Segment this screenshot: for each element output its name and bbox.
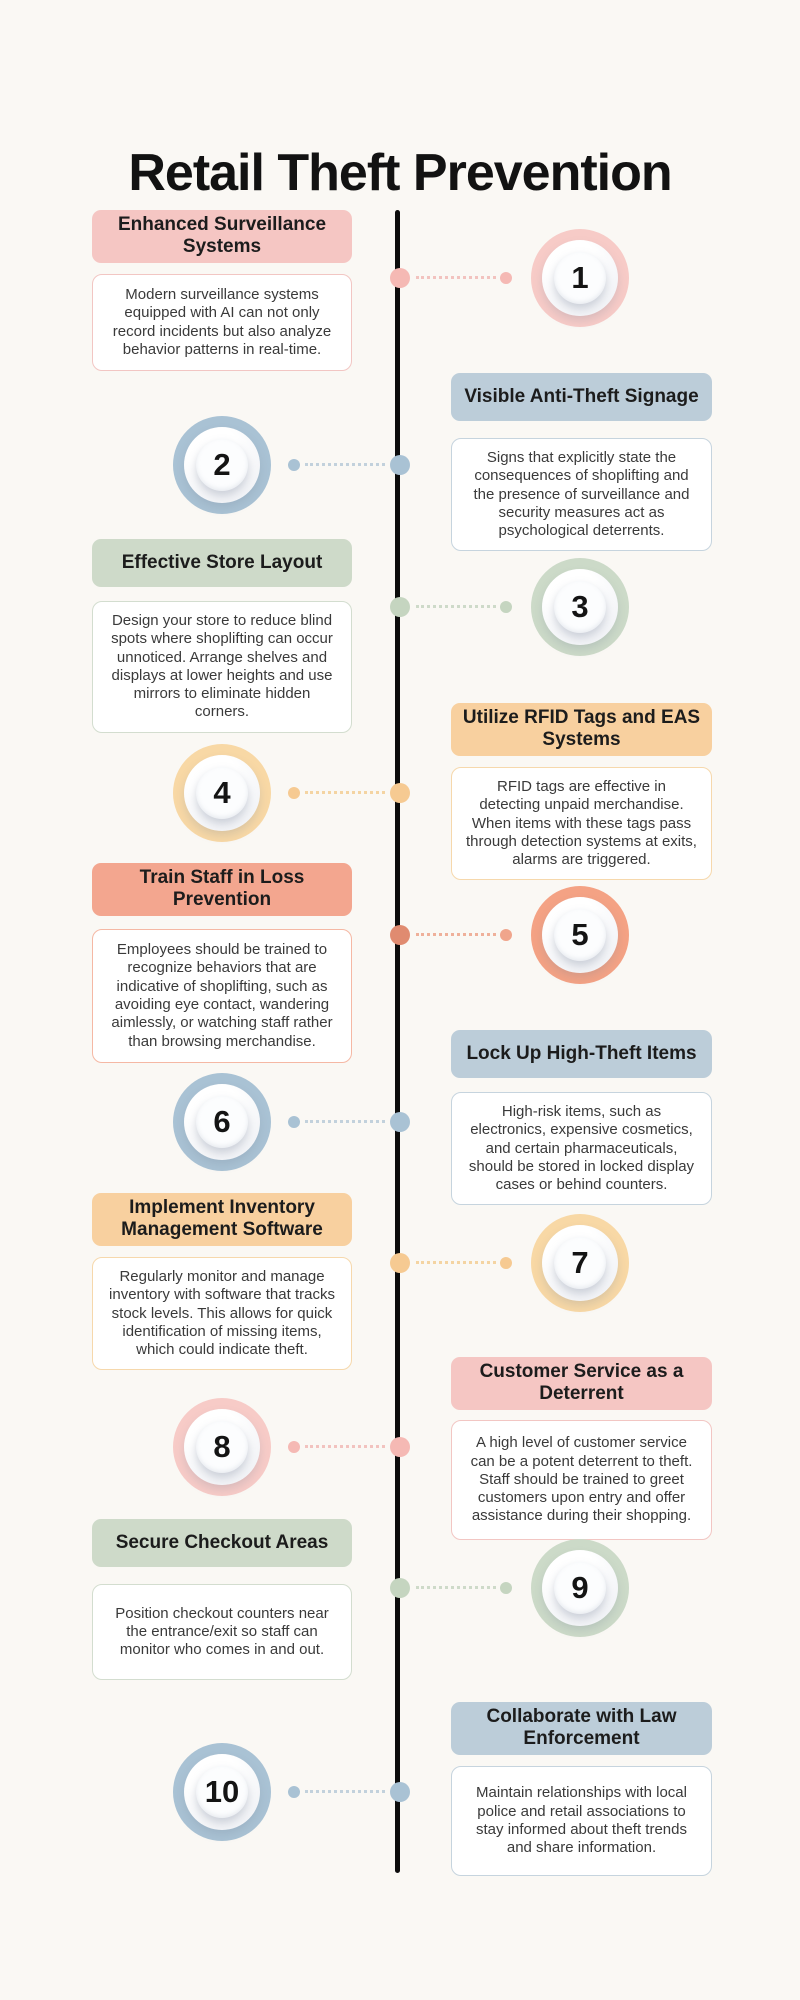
item-description-text: Signs that explicitly state the consequences of shoplifting and the presence of surveillance and security measures act as psychological deterrents. [473, 449, 690, 540]
step-circle-disc [554, 581, 606, 633]
item-header-label: Effective Store Layout [121, 551, 323, 573]
item-header-label: Customer Service as a Deterrent [479, 1361, 684, 1405]
item-description [451, 1420, 712, 1540]
connector-line [305, 1790, 385, 1793]
item-header [92, 863, 352, 916]
item-header [92, 210, 352, 263]
step-circle-face [184, 1084, 260, 1160]
step-circle-face [542, 897, 618, 973]
step-number: 4 [213, 775, 231, 810]
item-description [451, 767, 712, 880]
connector-line [305, 791, 385, 794]
item-description-text: Employees should be trained to recognize behaviors that are indicative of shoplifting, such as avoiding eye contact, wandering aimlessly, or watching staff rather than browsing merchandise. [111, 941, 333, 1050]
step-circle [531, 229, 629, 327]
item-description-text: High-risk items, such as electronics, expensive cosmetics, and certain pharmaceuticals, should be stored in locked display cases or behind counters. [468, 1103, 695, 1194]
step-circle-face [542, 569, 618, 645]
item-header-label: Lock Up High-Theft Items [466, 1042, 697, 1064]
step-circle-disc [196, 439, 248, 491]
item-description [92, 274, 352, 371]
step-number: 1 [571, 260, 589, 295]
step-circle-face [542, 1225, 618, 1301]
step-circle [531, 886, 629, 984]
connector-dot [500, 1582, 512, 1594]
step-circle [531, 1214, 629, 1312]
item-description-text: RFID tags are effective in detecting unpaid merchandise. When items with these tags pass through detection systems at exits, alarms are triggered. [466, 778, 697, 869]
step-number: 10 [204, 1774, 240, 1809]
item-description [451, 1766, 712, 1876]
timeline-dot [390, 1578, 410, 1598]
step-circle-face [184, 755, 260, 831]
item-header [92, 539, 352, 587]
item-header [451, 373, 712, 421]
step-circle-disc [196, 1766, 248, 1818]
item-header-label: Visible Anti-Theft Signage [464, 385, 699, 407]
item-header-label: Collaborate with Law Enforcement [486, 1706, 677, 1750]
item-header-label: Utilize RFID Tags and EAS Systems [462, 707, 701, 751]
item-header [451, 1702, 712, 1755]
step-circle-face [184, 1754, 260, 1830]
connector-dot [288, 1786, 300, 1798]
step-number: 6 [213, 1104, 231, 1139]
step-circle [173, 1743, 271, 1841]
connector-dot [500, 929, 512, 941]
item-header [451, 703, 712, 756]
item-header-label: Implement Inventory Management Software [121, 1197, 323, 1241]
step-circle [531, 1539, 629, 1637]
item-description-text: Design your store to reduce blind spots where shoplifting can occur unnoticed. Arrange shelves and displays at lower heights and use mirrors to eliminate hidden corners. [111, 612, 333, 721]
item-description-text: Modern surveillance systems equipped with AI can not only record incidents but also analyze behavior patterns in real-time. [112, 285, 332, 358]
connector-line [416, 1586, 496, 1589]
item-header [92, 1193, 352, 1246]
item-description [92, 601, 352, 733]
item-description-text: Maintain relationships with local police and retail associations to stay informed about theft trends and share information. [476, 1784, 687, 1857]
connector-line [416, 933, 496, 936]
step-number: 8 [213, 1429, 231, 1464]
item-description-text: Regularly monitor and manage inventory with software that tracks stock levels. This allows for quick identification of missing items, which could indicate theft. [109, 1268, 335, 1359]
connector-dot [500, 1257, 512, 1269]
step-number: 5 [571, 917, 589, 952]
connector-line [305, 463, 385, 466]
item-description [451, 438, 712, 551]
connector-line [416, 276, 496, 279]
step-circle-disc [554, 1237, 606, 1289]
timeline-dot [390, 925, 410, 945]
step-circle-face [542, 240, 618, 316]
item-header [451, 1030, 712, 1078]
step-circle-disc [196, 767, 248, 819]
timeline-dot [390, 1782, 410, 1802]
step-circle [531, 558, 629, 656]
item-header [451, 1357, 712, 1410]
step-circle-disc [196, 1421, 248, 1473]
step-circle-face [184, 427, 260, 503]
infographic-title: Retail Theft Prevention [128, 143, 672, 202]
step-circle [173, 1398, 271, 1496]
connector-line [416, 605, 496, 608]
connector-line [416, 1261, 496, 1264]
timeline-dot [390, 1112, 410, 1132]
connector-dot [500, 272, 512, 284]
connector-line [305, 1120, 385, 1123]
timeline-dot [390, 1253, 410, 1273]
item-header-label: Train Staff in Loss Prevention [139, 867, 305, 911]
item-header-label: Secure Checkout Areas [115, 1531, 329, 1553]
connector-dot [288, 1116, 300, 1128]
item-header-label: Enhanced Surveillance Systems [117, 214, 327, 258]
item-description-text: A high level of customer service can be a potent deterrent to theft. Staff should be trained to greet customers upon entry and offer assistance during their shopping. [470, 1434, 693, 1525]
step-circle [173, 416, 271, 514]
item-description [451, 1092, 712, 1205]
step-circle [173, 744, 271, 842]
step-number: 3 [571, 589, 589, 624]
step-circle-face [542, 1550, 618, 1626]
step-circle-disc [554, 1562, 606, 1614]
step-circle-face [184, 1409, 260, 1485]
timeline-dot [390, 268, 410, 288]
timeline-dot [390, 783, 410, 803]
connector-dot [288, 459, 300, 471]
connector-dot [288, 787, 300, 799]
connector-dot [500, 601, 512, 613]
item-description [92, 1584, 352, 1680]
timeline-dot [390, 455, 410, 475]
item-description [92, 1257, 352, 1370]
item-header [92, 1519, 352, 1567]
step-circle-disc [196, 1096, 248, 1148]
connector-line [305, 1445, 385, 1448]
step-circle-disc [554, 909, 606, 961]
step-number: 2 [213, 447, 231, 482]
connector-dot [288, 1441, 300, 1453]
item-description-text: Position checkout counters near the entrance/exit so staff can monitor who comes in and out. [115, 1604, 329, 1659]
step-number: 7 [571, 1245, 589, 1280]
step-number: 9 [571, 1570, 589, 1605]
step-circle [173, 1073, 271, 1171]
timeline-dot [390, 597, 410, 617]
timeline-dot [390, 1437, 410, 1457]
step-circle-disc [554, 252, 606, 304]
item-description [92, 929, 352, 1063]
